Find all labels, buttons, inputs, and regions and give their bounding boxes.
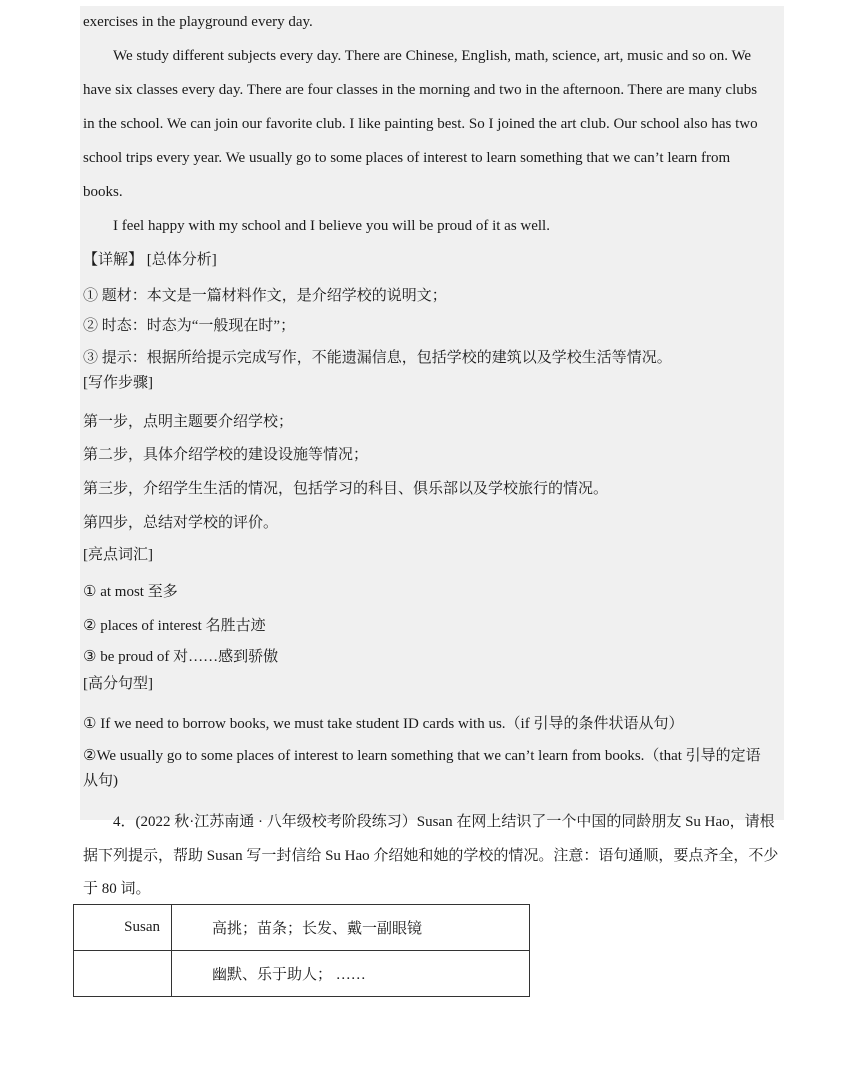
- essay-line: in the school. We can join our favorite club. I like painting best. So I joined the art club. Our school also has two: [83, 116, 758, 132]
- analysis-point: ② 时态：时态为“一般现在时”；: [83, 318, 296, 334]
- essay-line: We study different subjects every day. There are Chinese, English, math, science, art, music and so on. We: [113, 48, 752, 64]
- table-row: [74, 905, 530, 951]
- vocab-heading: [亮点词汇]: [83, 547, 153, 563]
- essay-line: exercises in the playground every day.: [83, 14, 313, 30]
- vocab-item: ③ be proud of 对……感到骄傲: [83, 649, 279, 665]
- analysis-heading: 【详解】 [总体分析]: [83, 252, 217, 268]
- sentence-item-continued: 从句): [83, 773, 118, 789]
- essay-line: books.: [83, 184, 123, 200]
- table-cell: Susan: [74, 905, 172, 951]
- analysis-point: ③ 提示：根据所给提示完成写作，不能遗漏信息，包括学校的建筑以及学校生活等情况。: [83, 350, 672, 366]
- steps-heading: [写作步骤]: [83, 375, 153, 391]
- table-cell: 幽默、乐于助人； ……: [172, 951, 530, 997]
- vocab-item: ① at most 至多: [83, 584, 178, 600]
- table-cell: [74, 951, 172, 997]
- step-item: 第四步，总结对学校的评价。: [83, 515, 279, 531]
- sentences-heading: [高分句型]: [83, 676, 153, 692]
- sentence-item: ②We usually go to some places of interest to learn something that we can’t learn from books.（that 引导的定语: [83, 748, 761, 764]
- step-item: 第二步，具体介绍学校的建设设施等情况；: [83, 447, 369, 463]
- essay-line: have six classes every day. There are four classes in the morning and two in the afternoon. There are many clubs: [83, 82, 758, 98]
- step-item: 第一步，点明主题要介绍学校；: [83, 414, 294, 430]
- essay-line: I feel happy with my school and I believe you will be proud of it as well.: [113, 218, 550, 234]
- analysis-point: ① 题材：本文是一篇材料作文，是介绍学校的说明文；: [83, 288, 447, 304]
- vocab-item: ② places of interest 名胜古迹: [83, 618, 266, 634]
- question-line: 4．(2022 秋·江苏南通 · 八年级校考阶段练习）Susan 在网上结识了一个中国的同龄朋友 Su Hao，请根: [113, 814, 775, 830]
- question-line: 据下列提示，帮助 Susan 写一封信给 Su Hao 介绍她和她的学校的情况。注意：语句通顺，要点齐全，不少: [83, 848, 779, 864]
- table-cell: 高挑；苗条；长发、戴一副眼镜: [172, 905, 530, 951]
- question-line: 于 80 词。: [83, 881, 151, 897]
- essay-line: school trips every year. We usually go to some places of interest to learn something that we can’t learn from: [83, 150, 731, 166]
- table-row: [74, 951, 530, 997]
- prompt-table: [73, 904, 530, 997]
- step-item: 第三步，介绍学生生活的情况，包括学习的科目、俱乐部以及学校旅行的情况。: [83, 481, 609, 497]
- sentence-item: ① If we need to borrow books, we must take student ID cards with us.（if 引导的条件状语从句）: [83, 716, 684, 732]
